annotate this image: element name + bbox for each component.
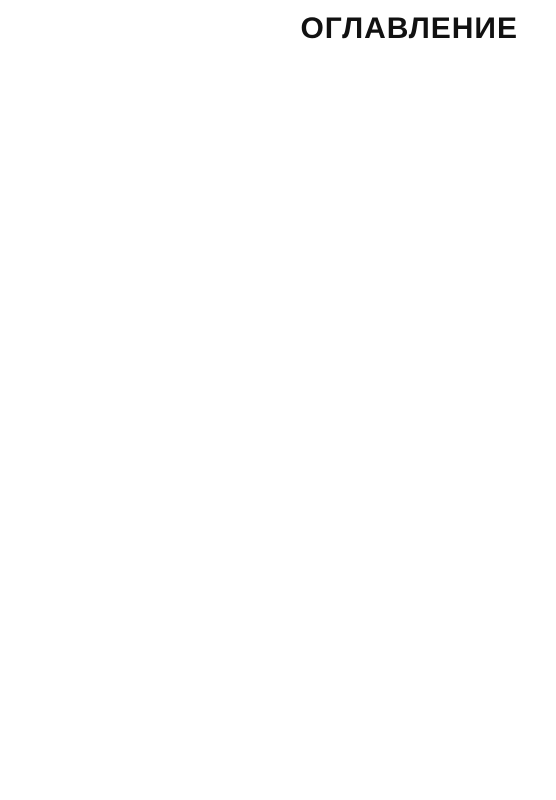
page-title: ОГЛАВЛЕНИЕ bbox=[300, 12, 518, 45]
